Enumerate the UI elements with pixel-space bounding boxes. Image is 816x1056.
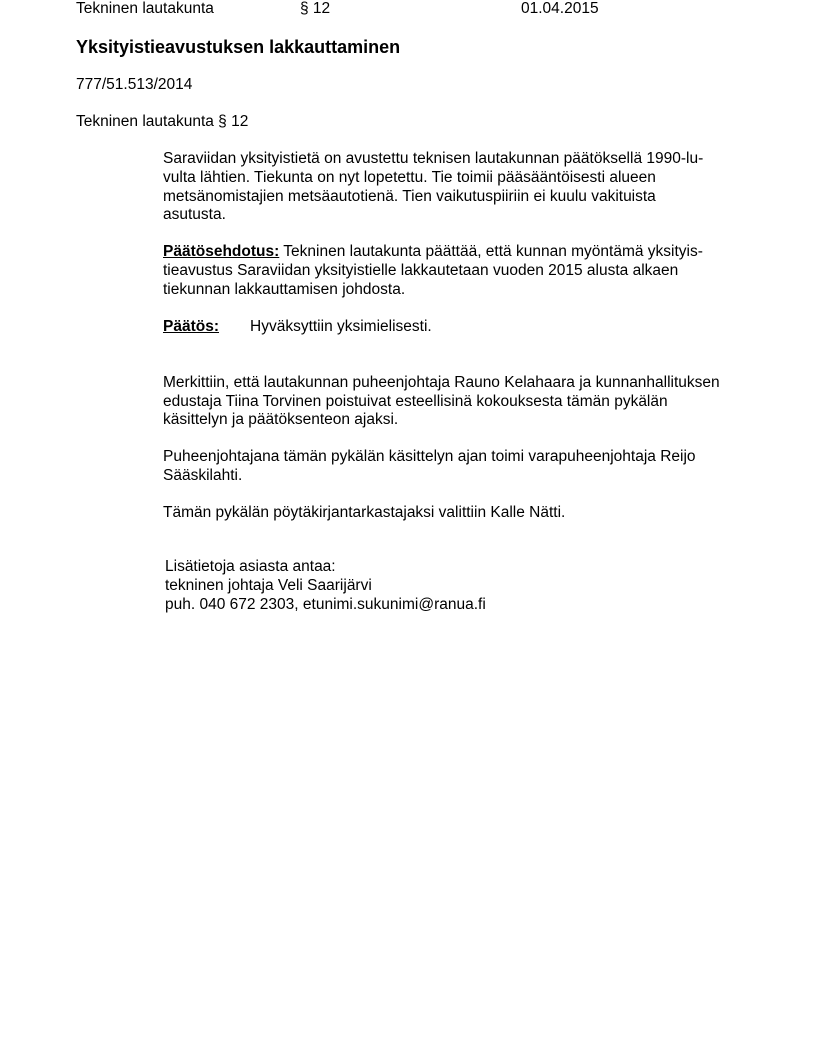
body-section: Tekninen lautakunta § 12 [76,113,249,130]
text-line: tekninen johtaja Veli Saarijärvi [165,577,372,594]
text-line: Sääskilahti. [163,467,243,484]
text-line: edustaja Tiina Torvinen poistuivat esteellisinä kokouksesta tämän pykälän [163,393,668,410]
proposal-label: Päätösehdotus: [163,243,280,260]
text-line: Merkittiin, että lautakunnan puheenjohtaja Rauno Kelahaara ja kunnanhallituksen [163,374,720,391]
decision-text: Hyväksyttiin yksimielisesti. [250,318,432,335]
text-line: vulta lähtien. Tiekunta on nyt lopetettu. Tie toimii pääsääntöisesti alueen [163,169,656,186]
header-section: § 12 [300,0,331,17]
contact-phone-email: puh. 040 672 2303, etunimi.sukunimi@ranua.fi [165,596,486,613]
decision-label: Päätös: [163,318,219,335]
text-line: Tekninen lautakunta päättää, että kunnan myöntämä yksityis- [279,243,703,260]
text-line: tiekunnan lakkauttamisen johdosta. [163,281,406,298]
header-body: Tekninen lautakunta [76,0,214,17]
text-line: asutusta. [163,206,226,223]
text-line: Puheenjohtajana tämän pykälän käsittelyn ajan toimi varapuheenjohtaja Reijo [163,448,696,465]
text-line: Saraviidan yksityistietä on avustettu teknisen lautakunnan päätöksellä 1990-lu- [163,150,704,167]
paragraph-inspector: Tämän pykälän pöytäkirjantarkastajaksi valittiin Kalle Nätti. [163,504,566,521]
text-line: tieavustus Saraviidan yksityistielle lakkautetaan vuoden 2015 alusta alkaen [163,262,679,279]
reference-number: 777/51.513/2014 [76,76,193,93]
text-line: Lisätietoja asiasta antaa: [165,558,336,575]
document-title: Yksityistieavustuksen lakkauttaminen [76,37,401,57]
header-date: 01.04.2015 [521,0,599,17]
text-line: käsittelyn ja päätöksenteon ajaksi. [163,411,399,428]
text-line: metsänomistajien metsäautotienä. Tien vaikutuspiiriin ei kuulu vakituista [163,188,656,205]
